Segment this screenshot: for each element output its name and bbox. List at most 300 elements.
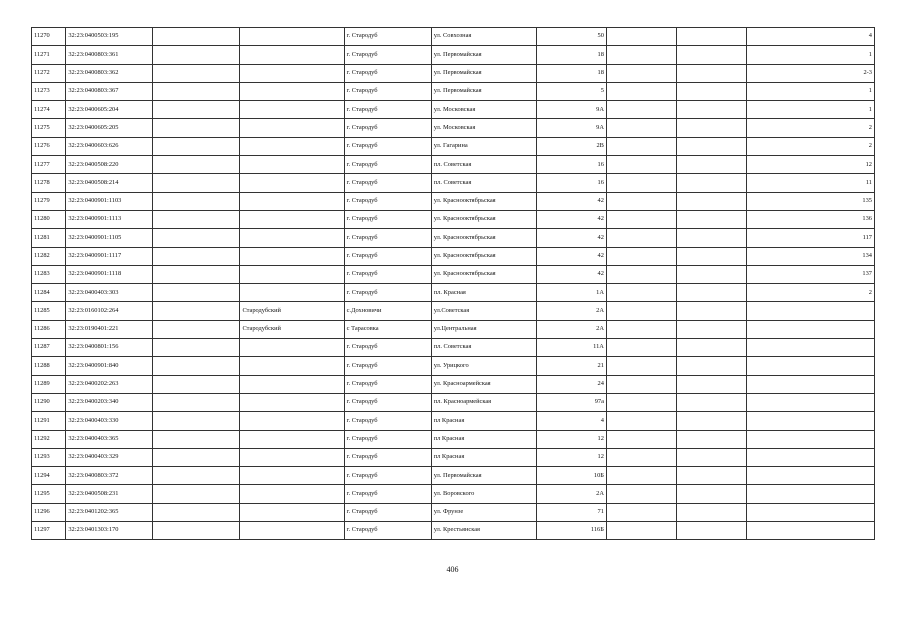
- cell-district: [240, 229, 344, 247]
- cell-row-number: 11281: [32, 229, 66, 247]
- cell-column-3: [153, 156, 240, 174]
- cell-settlement: г. Стародуб: [344, 522, 431, 540]
- cell-cadastral-number: 32:23:0400403:329: [66, 448, 153, 466]
- cell-settlement: г. Стародуб: [344, 375, 431, 393]
- cell-street: пл. Красная: [431, 284, 536, 302]
- cell-house-number: 18: [537, 46, 607, 64]
- cell-cadastral-number: 32:23:0400901:1118: [66, 265, 153, 283]
- cell-column-8: [606, 284, 676, 302]
- cell-cadastral-number: 32:23:0400403:365: [66, 430, 153, 448]
- cell-district: [240, 357, 344, 375]
- table-row: [32, 485, 875, 503]
- cell-district: [240, 156, 344, 174]
- cell-settlement: г. Стародуб: [344, 430, 431, 448]
- cell-row-number: 11287: [32, 339, 66, 357]
- cell-row-number: 11293: [32, 448, 66, 466]
- cell-district: [240, 503, 344, 521]
- cell-house-number: 24: [537, 375, 607, 393]
- cell-cadastral-number: 32:23:0400901:1105: [66, 229, 153, 247]
- cell-street: ул. Московская: [431, 101, 536, 119]
- table-row: [32, 503, 875, 521]
- cell-settlement: г. Стародуб: [344, 467, 431, 485]
- cell-street: ул. Первомайская: [431, 82, 536, 100]
- cell-row-number: 11276: [32, 137, 66, 155]
- cell-column-9: [676, 412, 746, 430]
- cell-column-8: [606, 46, 676, 64]
- cell-column-9: [676, 265, 746, 283]
- cell-apartment: 1: [746, 101, 874, 119]
- cell-street: ул.Советская: [431, 302, 536, 320]
- table-row: [32, 28, 875, 46]
- cell-house-number: 16: [537, 174, 607, 192]
- cell-column-9: [676, 448, 746, 466]
- cell-settlement: г. Стародуб: [344, 339, 431, 357]
- cell-column-9: [676, 229, 746, 247]
- cell-row-number: 11294: [32, 467, 66, 485]
- cell-district: Стародубский: [240, 320, 344, 338]
- cell-column-8: [606, 28, 676, 46]
- cell-street: ул. Краснооктябрьская: [431, 192, 536, 210]
- cell-district: [240, 210, 344, 228]
- registry-table: [31, 27, 875, 540]
- cell-column-3: [153, 320, 240, 338]
- cell-column-3: [153, 284, 240, 302]
- cell-district: [240, 467, 344, 485]
- cell-district: [240, 522, 344, 540]
- cell-apartment: [746, 393, 874, 411]
- cell-apartment: 11: [746, 174, 874, 192]
- cell-apartment: [746, 467, 874, 485]
- cell-column-8: [606, 192, 676, 210]
- cell-street: ул. Московская: [431, 119, 536, 137]
- cell-settlement: с Тарасовка: [344, 320, 431, 338]
- cell-district: [240, 485, 344, 503]
- cell-column-3: [153, 119, 240, 137]
- cell-cadastral-number: 32:23:0400605:204: [66, 101, 153, 119]
- cell-column-8: [606, 339, 676, 357]
- cell-street: ул. Первомайская: [431, 64, 536, 82]
- table-row: [32, 320, 875, 338]
- cell-house-number: 21: [537, 357, 607, 375]
- cell-house-number: 2В: [537, 137, 607, 155]
- cell-column-9: [676, 82, 746, 100]
- cell-column-3: [153, 339, 240, 357]
- cell-column-9: [676, 284, 746, 302]
- cell-apartment: [746, 375, 874, 393]
- cell-column-8: [606, 82, 676, 100]
- cell-column-3: [153, 229, 240, 247]
- cell-cadastral-number: 32:23:0400803:361: [66, 46, 153, 64]
- cell-column-8: [606, 247, 676, 265]
- cell-column-9: [676, 174, 746, 192]
- cell-street: пл. Советская: [431, 339, 536, 357]
- cell-apartment: [746, 357, 874, 375]
- cell-settlement: г. Стародуб: [344, 485, 431, 503]
- cell-column-8: [606, 320, 676, 338]
- table-row: [32, 229, 875, 247]
- cell-column-3: [153, 430, 240, 448]
- cell-street: ул.Центральная: [431, 320, 536, 338]
- cell-settlement: г. Стародуб: [344, 101, 431, 119]
- cell-column-3: [153, 101, 240, 119]
- cell-cadastral-number: 32:23:0401202:365: [66, 503, 153, 521]
- cell-column-9: [676, 467, 746, 485]
- cell-column-3: [153, 265, 240, 283]
- cell-house-number: 71: [537, 503, 607, 521]
- cell-district: [240, 412, 344, 430]
- table-row: [32, 156, 875, 174]
- cell-street: ул. Краснооктябрьская: [431, 210, 536, 228]
- table-row: [32, 302, 875, 320]
- cell-street: ул. Краснооктябрьская: [431, 229, 536, 247]
- cell-row-number: 11296: [32, 503, 66, 521]
- cell-cadastral-number: 32:23:0400901:1117: [66, 247, 153, 265]
- table-row: [32, 137, 875, 155]
- cell-row-number: 11271: [32, 46, 66, 64]
- cell-street: ул. Крестьянская: [431, 522, 536, 540]
- cell-district: [240, 174, 344, 192]
- cell-settlement: г. Стародуб: [344, 229, 431, 247]
- cell-row-number: 11282: [32, 247, 66, 265]
- cell-column-9: [676, 393, 746, 411]
- cell-row-number: 11275: [32, 119, 66, 137]
- cell-settlement: г. Стародуб: [344, 412, 431, 430]
- cell-column-9: [676, 210, 746, 228]
- cell-column-9: [676, 64, 746, 82]
- cell-row-number: 11273: [32, 82, 66, 100]
- cell-row-number: 11292: [32, 430, 66, 448]
- cell-settlement: г. Стародуб: [344, 156, 431, 174]
- cell-house-number: 97а: [537, 393, 607, 411]
- cell-cadastral-number: 32:23:0400603:626: [66, 137, 153, 155]
- cell-column-9: [676, 192, 746, 210]
- cell-column-9: [676, 28, 746, 46]
- cell-apartment: 117: [746, 229, 874, 247]
- table-row: [32, 192, 875, 210]
- cell-settlement: г. Стародуб: [344, 192, 431, 210]
- cell-street: пл Красная: [431, 448, 536, 466]
- cell-apartment: [746, 503, 874, 521]
- cell-settlement: г. Стародуб: [344, 393, 431, 411]
- cell-column-8: [606, 357, 676, 375]
- cell-cadastral-number: 32:23:0400803:372: [66, 467, 153, 485]
- cell-settlement: г. Стародуб: [344, 82, 431, 100]
- cell-street: ул. Совхозная: [431, 28, 536, 46]
- cell-column-9: [676, 430, 746, 448]
- cell-column-8: [606, 393, 676, 411]
- cell-cadastral-number: 32:23:0160102:264: [66, 302, 153, 320]
- table-row: [32, 101, 875, 119]
- cell-column-3: [153, 375, 240, 393]
- table-row: [32, 210, 875, 228]
- cell-house-number: 12: [537, 448, 607, 466]
- cell-column-3: [153, 247, 240, 265]
- cell-district: [240, 339, 344, 357]
- cell-street: ул. Первомайская: [431, 46, 536, 64]
- cell-apartment: 12: [746, 156, 874, 174]
- cell-row-number: 11270: [32, 28, 66, 46]
- cell-apartment: [746, 302, 874, 320]
- cell-column-3: [153, 210, 240, 228]
- cell-house-number: 2А: [537, 302, 607, 320]
- cell-settlement: г. Стародуб: [344, 284, 431, 302]
- cell-settlement: г. Стародуб: [344, 174, 431, 192]
- cell-settlement: г. Стародуб: [344, 119, 431, 137]
- cell-district: [240, 448, 344, 466]
- cell-row-number: 11272: [32, 64, 66, 82]
- cell-district: [240, 393, 344, 411]
- cell-street: пл. Советская: [431, 174, 536, 192]
- cell-row-number: 11277: [32, 156, 66, 174]
- table-row: [32, 247, 875, 265]
- cell-district: [240, 375, 344, 393]
- table-row: [32, 448, 875, 466]
- cell-row-number: 11284: [32, 284, 66, 302]
- table-row: [32, 357, 875, 375]
- cell-row-number: 11286: [32, 320, 66, 338]
- cell-column-3: [153, 137, 240, 155]
- table-row: [32, 430, 875, 448]
- cell-row-number: 11289: [32, 375, 66, 393]
- cell-house-number: 5: [537, 82, 607, 100]
- cell-column-8: [606, 64, 676, 82]
- cell-cadastral-number: 32:23:0400403:303: [66, 284, 153, 302]
- cell-street: ул. Краснооктябрьская: [431, 247, 536, 265]
- cell-house-number: 42: [537, 265, 607, 283]
- cell-district: Стародубский: [240, 302, 344, 320]
- cell-apartment: 134: [746, 247, 874, 265]
- cell-cadastral-number: 32:23:0400605:205: [66, 119, 153, 137]
- cell-column-9: [676, 46, 746, 64]
- cell-apartment: [746, 485, 874, 503]
- cell-cadastral-number: 32:23:0400901:840: [66, 357, 153, 375]
- cell-column-8: [606, 137, 676, 155]
- cell-cadastral-number: 32:23:0400801:156: [66, 339, 153, 357]
- cell-column-3: [153, 522, 240, 540]
- cell-house-number: 4: [537, 412, 607, 430]
- cell-column-8: [606, 229, 676, 247]
- cell-district: [240, 82, 344, 100]
- table-row: [32, 467, 875, 485]
- cell-house-number: 9А: [537, 101, 607, 119]
- cell-house-number: 12: [537, 430, 607, 448]
- cell-street: ул. Краснооктябрьская: [431, 265, 536, 283]
- cell-row-number: 11283: [32, 265, 66, 283]
- cell-street: ул. Красноармейская: [431, 375, 536, 393]
- cell-house-number: 116Б: [537, 522, 607, 540]
- cell-column-8: [606, 210, 676, 228]
- cell-cadastral-number: 32:23:0400901:1113: [66, 210, 153, 228]
- cell-cadastral-number: 32:23:0400503:195: [66, 28, 153, 46]
- cell-settlement: г. Стародуб: [344, 265, 431, 283]
- cell-column-9: [676, 375, 746, 393]
- cell-district: [240, 46, 344, 64]
- cell-column-8: [606, 101, 676, 119]
- cell-column-9: [676, 320, 746, 338]
- cell-cadastral-number: 32:23:0400803:362: [66, 64, 153, 82]
- cell-district: [240, 28, 344, 46]
- cell-district: [240, 137, 344, 155]
- cell-house-number: 16: [537, 156, 607, 174]
- table-row: [32, 46, 875, 64]
- cell-house-number: 42: [537, 229, 607, 247]
- cell-column-8: [606, 302, 676, 320]
- cell-street: ул. Фрунзе: [431, 503, 536, 521]
- cell-column-3: [153, 82, 240, 100]
- cell-column-9: [676, 302, 746, 320]
- cell-settlement: г. Стародуб: [344, 210, 431, 228]
- cell-apartment: 1: [746, 46, 874, 64]
- cell-column-3: [153, 503, 240, 521]
- cell-apartment: [746, 522, 874, 540]
- cell-house-number: 42: [537, 192, 607, 210]
- cell-column-8: [606, 485, 676, 503]
- cell-row-number: 11290: [32, 393, 66, 411]
- cell-column-9: [676, 101, 746, 119]
- cell-cadastral-number: 32:23:0400901:1103: [66, 192, 153, 210]
- cell-apartment: 1: [746, 82, 874, 100]
- cell-cadastral-number: 32:23:0400508:214: [66, 174, 153, 192]
- cell-district: [240, 247, 344, 265]
- cell-apartment: [746, 339, 874, 357]
- cell-column-9: [676, 485, 746, 503]
- cell-column-3: [153, 302, 240, 320]
- cell-apartment: 4: [746, 28, 874, 46]
- cell-house-number: 2А: [537, 485, 607, 503]
- cell-district: [240, 430, 344, 448]
- table-row: [32, 284, 875, 302]
- cell-street: пл. Советская: [431, 156, 536, 174]
- cell-settlement: г. Стародуб: [344, 137, 431, 155]
- cell-row-number: 11285: [32, 302, 66, 320]
- table-body: [32, 28, 875, 540]
- cell-house-number: 9А: [537, 119, 607, 137]
- table-row: [32, 82, 875, 100]
- cell-column-8: [606, 156, 676, 174]
- cell-house-number: 11А: [537, 339, 607, 357]
- cell-column-3: [153, 412, 240, 430]
- cell-settlement: г. Стародуб: [344, 448, 431, 466]
- cell-district: [240, 192, 344, 210]
- cell-column-3: [153, 485, 240, 503]
- cell-district: [240, 265, 344, 283]
- cell-apartment: 137: [746, 265, 874, 283]
- cell-column-3: [153, 448, 240, 466]
- cell-house-number: 42: [537, 210, 607, 228]
- cell-column-8: [606, 375, 676, 393]
- cell-row-number: 11280: [32, 210, 66, 228]
- cell-column-8: [606, 265, 676, 283]
- cell-column-9: [676, 119, 746, 137]
- cell-cadastral-number: 32:23:0400203:340: [66, 393, 153, 411]
- cell-column-3: [153, 467, 240, 485]
- cell-apartment: [746, 448, 874, 466]
- cell-settlement: г. Стародуб: [344, 64, 431, 82]
- cell-settlement: г. Стародуб: [344, 503, 431, 521]
- cell-settlement: г. Стародуб: [344, 357, 431, 375]
- cell-column-3: [153, 192, 240, 210]
- cell-street: пл Красная: [431, 412, 536, 430]
- page-number: 406: [446, 565, 459, 574]
- cell-column-9: [676, 137, 746, 155]
- cell-house-number: 10Б: [537, 467, 607, 485]
- cell-row-number: 11278: [32, 174, 66, 192]
- cell-column-9: [676, 357, 746, 375]
- cell-column-8: [606, 448, 676, 466]
- table-row: [32, 393, 875, 411]
- cell-column-9: [676, 156, 746, 174]
- cell-column-8: [606, 430, 676, 448]
- cell-street: пл. Красноармейская: [431, 393, 536, 411]
- cell-cadastral-number: 32:23:0400403:330: [66, 412, 153, 430]
- cell-column-8: [606, 503, 676, 521]
- cell-column-8: [606, 119, 676, 137]
- cell-settlement: г. Стародуб: [344, 46, 431, 64]
- cell-column-9: [676, 339, 746, 357]
- cell-district: [240, 284, 344, 302]
- cell-cadastral-number: 32:23:0400508:231: [66, 485, 153, 503]
- cell-row-number: 11291: [32, 412, 66, 430]
- table-row: [32, 265, 875, 283]
- cell-column-8: [606, 412, 676, 430]
- cell-district: [240, 119, 344, 137]
- cell-column-9: [676, 503, 746, 521]
- cell-row-number: 11297: [32, 522, 66, 540]
- cell-column-8: [606, 174, 676, 192]
- cell-cadastral-number: 32:23:0401303:170: [66, 522, 153, 540]
- table-row: [32, 339, 875, 357]
- table-row: [32, 375, 875, 393]
- cell-column-3: [153, 174, 240, 192]
- cell-column-3: [153, 393, 240, 411]
- cell-house-number: 18: [537, 64, 607, 82]
- cell-column-3: [153, 357, 240, 375]
- cell-row-number: 11288: [32, 357, 66, 375]
- cell-street: пл Красная: [431, 430, 536, 448]
- table-row: [32, 522, 875, 540]
- cell-apartment: 2: [746, 119, 874, 137]
- cell-district: [240, 64, 344, 82]
- cell-row-number: 11279: [32, 192, 66, 210]
- cell-column-8: [606, 522, 676, 540]
- cell-column-3: [153, 28, 240, 46]
- cell-column-3: [153, 64, 240, 82]
- cell-settlement: г. Стародуб: [344, 247, 431, 265]
- cell-row-number: 11274: [32, 101, 66, 119]
- cell-cadastral-number: 32:23:0190401:221: [66, 320, 153, 338]
- cell-settlement: с.Дохновичи: [344, 302, 431, 320]
- cell-cadastral-number: 32:23:0400508:220: [66, 156, 153, 174]
- cell-cadastral-number: 32:23:0400803:367: [66, 82, 153, 100]
- cell-street: ул. Урицкого: [431, 357, 536, 375]
- table-row: [32, 174, 875, 192]
- cell-apartment: [746, 430, 874, 448]
- cell-apartment: 2: [746, 137, 874, 155]
- cell-house-number: 2А: [537, 320, 607, 338]
- cell-apartment: [746, 412, 874, 430]
- cell-street: ул. Воровского: [431, 485, 536, 503]
- cell-apartment: [746, 320, 874, 338]
- cell-settlement: г. Стародуб: [344, 28, 431, 46]
- cell-cadastral-number: 32:23:0400202:263: [66, 375, 153, 393]
- cell-column-8: [606, 467, 676, 485]
- table-row: [32, 64, 875, 82]
- table-row: [32, 119, 875, 137]
- cell-house-number: 42: [537, 247, 607, 265]
- cell-column-9: [676, 247, 746, 265]
- cell-row-number: 11295: [32, 485, 66, 503]
- cell-apartment: 135: [746, 192, 874, 210]
